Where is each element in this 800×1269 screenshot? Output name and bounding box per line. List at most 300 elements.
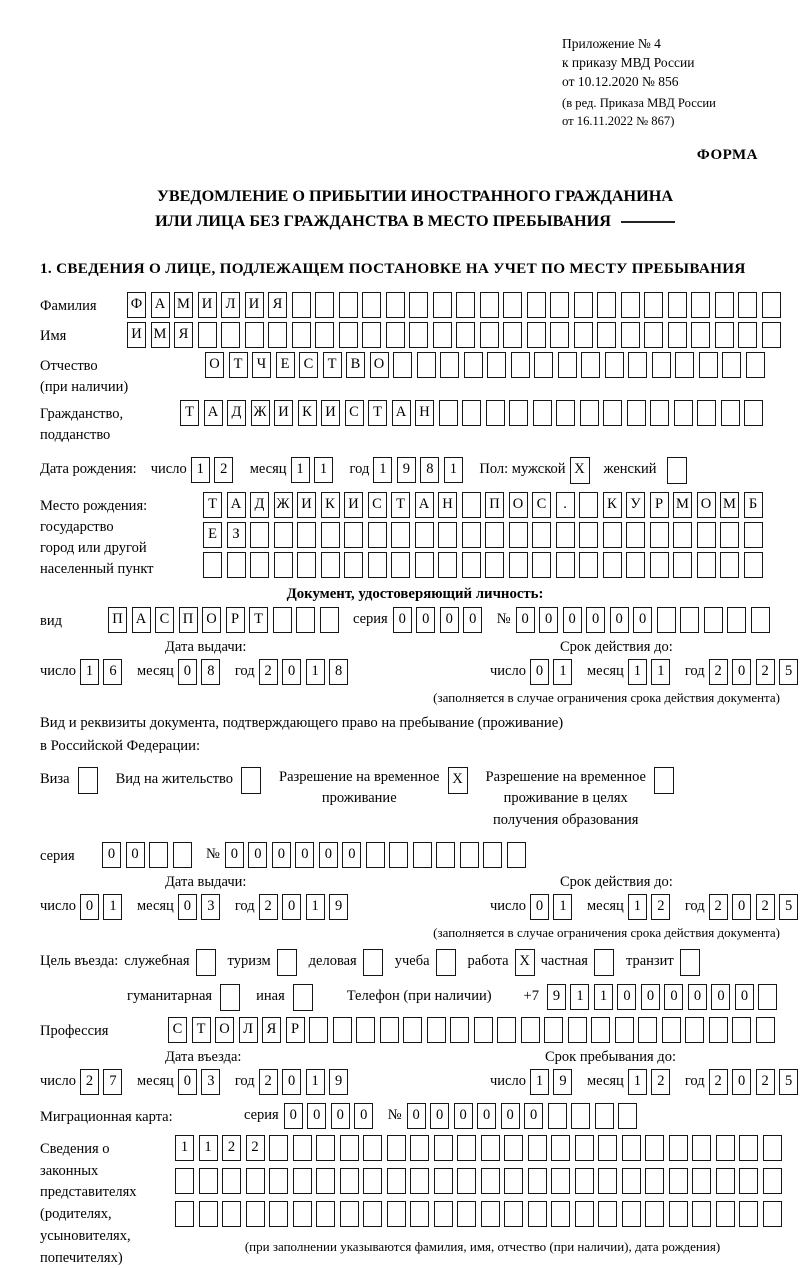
char-box[interactable]: Б [744, 492, 763, 518]
char-box[interactable] [669, 1201, 688, 1227]
char-box[interactable] [393, 352, 412, 378]
char-box[interactable]: Е [276, 352, 295, 378]
char-box[interactable]: Л [221, 292, 240, 318]
char-box[interactable] [668, 322, 687, 348]
char-box[interactable]: З [227, 522, 246, 548]
char-box[interactable]: 3 [201, 894, 220, 920]
char-box[interactable]: Т [323, 352, 342, 378]
char-box[interactable] [739, 1201, 758, 1227]
char-box[interactable]: 0 [539, 607, 558, 633]
char-box[interactable]: П [485, 492, 504, 518]
char-box[interactable] [464, 352, 483, 378]
char-box[interactable]: 0 [463, 607, 482, 633]
char-box[interactable]: 1 [594, 984, 613, 1010]
char-box[interactable]: А [415, 492, 434, 518]
char-box[interactable] [222, 1201, 241, 1227]
char-box[interactable] [598, 1201, 617, 1227]
char-box[interactable] [622, 1201, 641, 1227]
char-box[interactable] [628, 352, 647, 378]
char-box[interactable] [571, 1103, 590, 1129]
char-box[interactable] [415, 522, 434, 548]
char-box[interactable] [340, 1201, 359, 1227]
char-box[interactable] [669, 1135, 688, 1161]
char-box[interactable] [503, 322, 522, 348]
char-box[interactable]: 1 [570, 984, 589, 1010]
char-box[interactable]: К [321, 492, 340, 518]
char-box[interactable]: 0 [102, 842, 121, 868]
char-box[interactable]: Е [203, 522, 222, 548]
char-box[interactable] [362, 322, 381, 348]
char-box[interactable] [674, 400, 693, 426]
char-box[interactable] [316, 1135, 335, 1161]
char-box[interactable]: И [198, 292, 217, 318]
char-box[interactable] [149, 842, 168, 868]
char-box[interactable]: 0 [178, 659, 197, 685]
char-box[interactable]: 0 [225, 842, 244, 868]
char-box[interactable] [199, 1201, 218, 1227]
char-box[interactable] [297, 552, 316, 578]
char-box[interactable]: 2 [651, 1069, 670, 1095]
char-box[interactable]: М [151, 322, 170, 348]
char-box[interactable] [738, 322, 757, 348]
char-box[interactable] [497, 1017, 516, 1043]
char-box[interactable] [622, 1135, 641, 1161]
char-box[interactable] [568, 1017, 587, 1043]
char-box[interactable] [227, 552, 246, 578]
char-box[interactable]: 0 [331, 1103, 350, 1129]
char-box[interactable] [480, 322, 499, 348]
char-box[interactable]: 0 [354, 1103, 373, 1129]
char-box[interactable] [450, 1017, 469, 1043]
char-box[interactable]: 7 [103, 1069, 122, 1095]
char-box[interactable]: 0 [407, 1103, 426, 1129]
char-box[interactable] [457, 1168, 476, 1194]
char-box[interactable] [650, 522, 669, 548]
char-box[interactable] [198, 322, 217, 348]
char-box[interactable]: М [673, 492, 692, 518]
char-box[interactable]: 1 [553, 894, 572, 920]
char-box[interactable]: 2 [259, 1069, 278, 1095]
char-box[interactable]: 2 [80, 1069, 99, 1095]
char-box[interactable] [363, 1168, 382, 1194]
char-box[interactable] [504, 1168, 523, 1194]
purpose-study-checkbox[interactable] [436, 949, 456, 976]
char-box[interactable] [603, 400, 622, 426]
char-box[interactable]: 0 [530, 894, 549, 920]
char-box[interactable] [650, 552, 669, 578]
char-box[interactable] [438, 552, 457, 578]
char-box[interactable] [480, 292, 499, 318]
char-box[interactable] [509, 552, 528, 578]
char-box[interactable] [534, 352, 553, 378]
char-box[interactable]: 2 [214, 457, 233, 483]
char-box[interactable] [551, 1135, 570, 1161]
char-box[interactable]: 0 [454, 1103, 473, 1129]
char-box[interactable]: 0 [735, 984, 754, 1010]
char-box[interactable] [575, 1201, 594, 1227]
char-box[interactable]: И [127, 322, 146, 348]
char-box[interactable] [645, 1201, 664, 1227]
char-box[interactable] [380, 1017, 399, 1043]
char-box[interactable]: К [603, 492, 622, 518]
char-box[interactable] [456, 322, 475, 348]
char-box[interactable] [362, 292, 381, 318]
char-box[interactable]: И [274, 400, 293, 426]
char-box[interactable] [691, 292, 710, 318]
char-box[interactable]: Ж [251, 400, 270, 426]
char-box[interactable] [644, 292, 663, 318]
purpose-private-checkbox[interactable] [594, 949, 614, 976]
char-box[interactable] [732, 1017, 751, 1043]
char-box[interactable] [366, 842, 385, 868]
char-box[interactable] [462, 552, 481, 578]
char-box[interactable] [685, 1017, 704, 1043]
char-box[interactable]: 0 [732, 894, 751, 920]
char-box[interactable]: И [344, 492, 363, 518]
char-box[interactable]: 2 [651, 894, 670, 920]
char-box[interactable] [389, 842, 408, 868]
char-box[interactable] [621, 322, 640, 348]
char-box[interactable]: 5 [779, 894, 798, 920]
char-box[interactable] [293, 1201, 312, 1227]
char-box[interactable] [387, 1168, 406, 1194]
char-box[interactable] [481, 1135, 500, 1161]
char-box[interactable] [551, 1168, 570, 1194]
char-box[interactable]: 0 [711, 984, 730, 1010]
char-box[interactable]: 9 [329, 894, 348, 920]
char-box[interactable] [203, 552, 222, 578]
char-box[interactable] [548, 1103, 567, 1129]
purpose-business-checkbox[interactable] [363, 949, 383, 976]
char-box[interactable] [528, 1201, 547, 1227]
char-box[interactable]: 1 [199, 1135, 218, 1161]
char-box[interactable] [456, 292, 475, 318]
char-box[interactable]: И [245, 292, 264, 318]
char-box[interactable]: 9 [553, 1069, 572, 1095]
char-box[interactable]: 0 [284, 1103, 303, 1129]
char-box[interactable]: Я [174, 322, 193, 348]
sex-female-checkbox[interactable] [667, 457, 687, 484]
char-box[interactable] [697, 400, 716, 426]
char-box[interactable]: 0 [617, 984, 636, 1010]
char-box[interactable]: 0 [530, 659, 549, 685]
char-box[interactable] [274, 552, 293, 578]
char-box[interactable]: О [202, 607, 221, 633]
char-box[interactable]: 1 [628, 659, 647, 685]
char-box[interactable]: 9 [329, 1069, 348, 1095]
char-box[interactable]: 0 [688, 984, 707, 1010]
char-box[interactable]: 1 [628, 894, 647, 920]
char-box[interactable]: М [174, 292, 193, 318]
temp-residence-permit-checkbox[interactable]: X [448, 767, 468, 794]
char-box[interactable] [763, 1168, 782, 1194]
char-box[interactable]: 0 [80, 894, 99, 920]
char-box[interactable] [527, 322, 546, 348]
char-box[interactable]: 0 [282, 659, 301, 685]
char-box[interactable]: 0 [282, 1069, 301, 1095]
char-box[interactable] [436, 842, 455, 868]
char-box[interactable] [356, 1017, 375, 1043]
char-box[interactable] [175, 1168, 194, 1194]
char-box[interactable]: 0 [641, 984, 660, 1010]
char-box[interactable] [597, 322, 616, 348]
char-box[interactable]: А [204, 400, 223, 426]
char-box[interactable] [413, 842, 432, 868]
char-box[interactable]: 2 [756, 894, 775, 920]
char-box[interactable]: 8 [329, 659, 348, 685]
char-box[interactable] [556, 522, 575, 548]
char-box[interactable]: 2 [756, 1069, 775, 1095]
char-box[interactable] [716, 1135, 735, 1161]
char-box[interactable]: 1 [291, 457, 310, 483]
char-box[interactable] [751, 607, 770, 633]
char-box[interactable] [715, 292, 734, 318]
char-box[interactable]: И [321, 400, 340, 426]
char-box[interactable]: 0 [272, 842, 291, 868]
char-box[interactable] [438, 522, 457, 548]
char-box[interactable] [744, 552, 763, 578]
char-box[interactable] [509, 522, 528, 548]
char-box[interactable]: В [346, 352, 365, 378]
char-box[interactable]: Н [415, 400, 434, 426]
char-box[interactable] [339, 292, 358, 318]
char-box[interactable] [528, 1135, 547, 1161]
char-box[interactable] [440, 352, 459, 378]
char-box[interactable]: К [298, 400, 317, 426]
char-box[interactable] [417, 352, 436, 378]
char-box[interactable] [457, 1201, 476, 1227]
char-box[interactable] [746, 352, 765, 378]
char-box[interactable]: О [370, 352, 389, 378]
char-box[interactable]: О [205, 352, 224, 378]
char-box[interactable] [550, 292, 569, 318]
char-box[interactable]: 0 [342, 842, 361, 868]
char-box[interactable]: 0 [501, 1103, 520, 1129]
char-box[interactable]: 1 [306, 1069, 325, 1095]
char-box[interactable] [727, 607, 746, 633]
char-box[interactable] [487, 352, 506, 378]
char-box[interactable] [321, 552, 340, 578]
char-box[interactable] [605, 352, 624, 378]
char-box[interactable] [763, 1135, 782, 1161]
char-box[interactable] [173, 842, 192, 868]
char-box[interactable] [439, 400, 458, 426]
char-box[interactable] [340, 1135, 359, 1161]
char-box[interactable] [410, 1201, 429, 1227]
char-box[interactable]: 1 [306, 894, 325, 920]
char-box[interactable] [556, 552, 575, 578]
char-box[interactable] [316, 1168, 335, 1194]
char-box[interactable]: Ч [252, 352, 271, 378]
char-box[interactable] [762, 292, 781, 318]
char-box[interactable] [387, 1135, 406, 1161]
char-box[interactable]: Р [226, 607, 245, 633]
char-box[interactable]: 1 [628, 1069, 647, 1095]
char-box[interactable] [591, 1017, 610, 1043]
char-box[interactable] [403, 1017, 422, 1043]
char-box[interactable] [368, 552, 387, 578]
char-box[interactable]: 3 [201, 1069, 220, 1095]
char-box[interactable]: 0 [732, 659, 751, 685]
char-box[interactable]: Ж [274, 492, 293, 518]
char-box[interactable] [544, 1017, 563, 1043]
char-box[interactable]: О [215, 1017, 234, 1043]
char-box[interactable] [715, 322, 734, 348]
char-box[interactable] [626, 552, 645, 578]
char-box[interactable] [293, 1135, 312, 1161]
char-box[interactable] [415, 552, 434, 578]
char-box[interactable] [315, 322, 334, 348]
char-box[interactable] [391, 522, 410, 548]
char-box[interactable]: 5 [779, 659, 798, 685]
char-box[interactable] [199, 1168, 218, 1194]
char-box[interactable] [581, 352, 600, 378]
char-box[interactable] [481, 1168, 500, 1194]
char-box[interactable]: Л [239, 1017, 258, 1043]
purpose-transit-checkbox[interactable] [680, 949, 700, 976]
char-box[interactable] [673, 552, 692, 578]
char-box[interactable] [550, 322, 569, 348]
visa-checkbox[interactable] [78, 767, 98, 794]
char-box[interactable]: А [227, 492, 246, 518]
char-box[interactable] [292, 322, 311, 348]
char-box[interactable] [509, 400, 528, 426]
char-box[interactable] [250, 522, 269, 548]
char-box[interactable]: 0 [477, 1103, 496, 1129]
char-box[interactable] [462, 492, 481, 518]
char-box[interactable] [598, 1168, 617, 1194]
char-box[interactable]: Т [368, 400, 387, 426]
char-box[interactable] [638, 1017, 657, 1043]
char-box[interactable] [744, 400, 763, 426]
char-box[interactable] [434, 1168, 453, 1194]
char-box[interactable] [704, 607, 723, 633]
char-box[interactable] [709, 1017, 728, 1043]
char-box[interactable]: 2 [222, 1135, 241, 1161]
char-box[interactable]: А [132, 607, 151, 633]
char-box[interactable] [246, 1168, 265, 1194]
char-box[interactable] [268, 322, 287, 348]
char-box[interactable] [720, 522, 739, 548]
char-box[interactable] [269, 1168, 288, 1194]
char-box[interactable]: 1 [553, 659, 572, 685]
char-box[interactable] [462, 400, 481, 426]
char-box[interactable]: 1 [191, 457, 210, 483]
char-box[interactable] [533, 400, 552, 426]
char-box[interactable] [699, 352, 718, 378]
purpose-other-checkbox[interactable] [293, 984, 313, 1011]
char-box[interactable]: С [532, 492, 551, 518]
char-box[interactable]: 9 [547, 984, 566, 1010]
char-box[interactable] [485, 552, 504, 578]
char-box[interactable]: 0 [248, 842, 267, 868]
char-box[interactable] [504, 1201, 523, 1227]
char-box[interactable]: 0 [664, 984, 683, 1010]
char-box[interactable]: 0 [416, 607, 435, 633]
sex-male-checkbox[interactable]: X [570, 457, 590, 484]
char-box[interactable]: Я [262, 1017, 281, 1043]
char-box[interactable]: Т [192, 1017, 211, 1043]
char-box[interactable] [269, 1135, 288, 1161]
char-box[interactable]: Р [650, 492, 669, 518]
char-box[interactable] [486, 400, 505, 426]
char-box[interactable] [580, 400, 599, 426]
char-box[interactable]: Т [249, 607, 268, 633]
char-box[interactable] [603, 552, 622, 578]
char-box[interactable] [485, 522, 504, 548]
residence-permit-checkbox[interactable] [241, 767, 261, 794]
char-box[interactable] [434, 1201, 453, 1227]
char-box[interactable] [721, 400, 740, 426]
char-box[interactable] [481, 1201, 500, 1227]
char-box[interactable] [527, 292, 546, 318]
char-box[interactable] [575, 1135, 594, 1161]
char-box[interactable] [363, 1135, 382, 1161]
char-box[interactable] [410, 1168, 429, 1194]
char-box[interactable] [339, 322, 358, 348]
char-box[interactable]: 1 [103, 894, 122, 920]
char-box[interactable] [245, 322, 264, 348]
char-box[interactable] [692, 1201, 711, 1227]
char-box[interactable]: 0 [178, 894, 197, 920]
char-box[interactable] [321, 522, 340, 548]
char-box[interactable]: 0 [178, 1069, 197, 1095]
char-box[interactable] [622, 1168, 641, 1194]
char-box[interactable] [756, 1017, 775, 1043]
char-box[interactable]: 5 [779, 1069, 798, 1095]
char-box[interactable] [532, 522, 551, 548]
char-box[interactable]: Р [286, 1017, 305, 1043]
char-box[interactable]: 0 [319, 842, 338, 868]
char-box[interactable] [409, 322, 428, 348]
char-box[interactable] [386, 322, 405, 348]
char-box[interactable]: Ф [127, 292, 146, 318]
char-box[interactable]: 0 [393, 607, 412, 633]
char-box[interactable]: 2 [709, 894, 728, 920]
char-box[interactable] [645, 1135, 664, 1161]
char-box[interactable]: У [626, 492, 645, 518]
char-box[interactable] [221, 322, 240, 348]
char-box[interactable] [574, 292, 593, 318]
char-box[interactable]: 0 [282, 894, 301, 920]
char-box[interactable]: 0 [126, 842, 145, 868]
char-box[interactable]: 6 [103, 659, 122, 685]
char-box[interactable] [175, 1201, 194, 1227]
char-box[interactable] [503, 292, 522, 318]
char-box[interactable] [434, 1135, 453, 1161]
char-box[interactable]: 1 [175, 1135, 194, 1161]
char-box[interactable] [344, 522, 363, 548]
char-box[interactable] [692, 1168, 711, 1194]
char-box[interactable] [511, 352, 530, 378]
char-box[interactable] [386, 292, 405, 318]
char-box[interactable] [273, 607, 292, 633]
char-box[interactable] [621, 292, 640, 318]
char-box[interactable] [758, 984, 777, 1010]
char-box[interactable] [556, 400, 575, 426]
char-box[interactable] [697, 522, 716, 548]
char-box[interactable]: 1 [373, 457, 392, 483]
char-box[interactable]: Я [268, 292, 287, 318]
char-box[interactable] [320, 607, 339, 633]
char-box[interactable] [575, 1168, 594, 1194]
char-box[interactable] [344, 552, 363, 578]
char-box[interactable] [722, 352, 741, 378]
char-box[interactable] [315, 292, 334, 318]
char-box[interactable]: О [697, 492, 716, 518]
char-box[interactable] [521, 1017, 540, 1043]
char-box[interactable] [657, 607, 676, 633]
